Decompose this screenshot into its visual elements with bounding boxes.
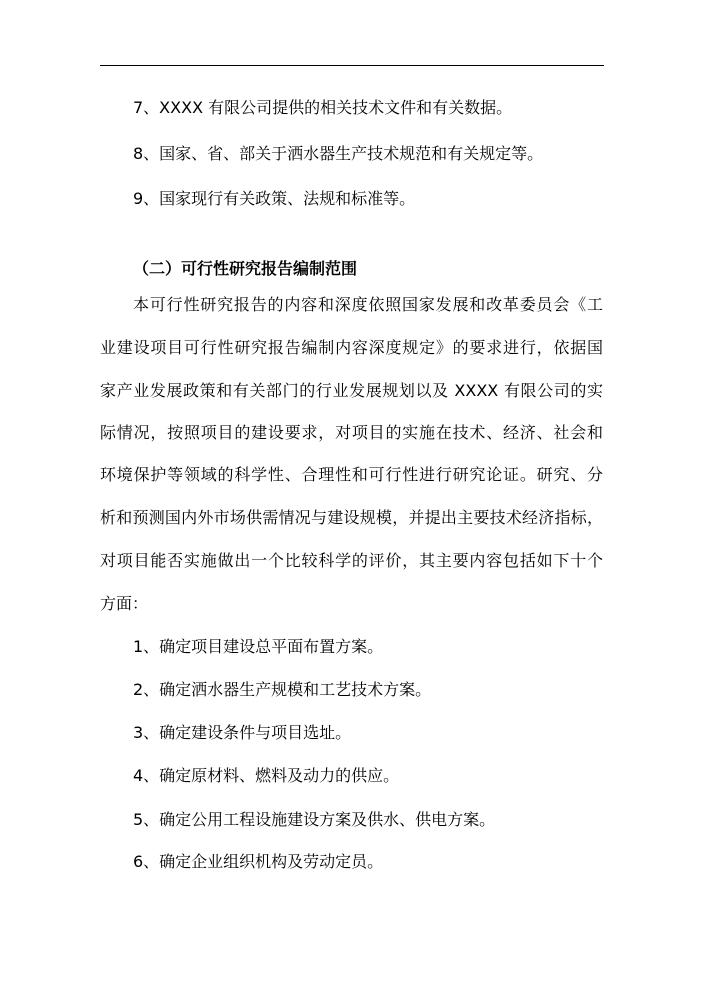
- section-heading: （二）可行性研究报告编制范围: [133, 259, 358, 278]
- header-rule: [100, 65, 604, 66]
- scope-item-4: 4、确定原材料、燃料及动力的供应。: [133, 766, 400, 785]
- basis-item-7: 7、XXXX 有限公司提供的相关技术文件和有关数据。: [133, 98, 513, 117]
- scope-item-6: 6、确定企业组织机构及劳动定员。: [133, 852, 384, 871]
- paragraph-line: 本可行性研究报告的内容和深度依照国家发展和改革委员会《工: [133, 295, 603, 314]
- paragraph-line: 析和预测国内外市场供需情况与建设规模，并提出主要技术经济指标，: [100, 508, 603, 527]
- paragraph-line: 方面：: [100, 594, 149, 613]
- paragraph-line: 际情况，按照项目的建设要求，对项目的实施在技术、经济、社会和: [100, 423, 603, 442]
- paragraph-line: 业建设项目可行性研究报告编制内容深度规定》的要求进行，依据国: [100, 338, 603, 357]
- basis-item-8: 8、国家、省、部关于洒水器生产技术规范和有关规定等。: [133, 144, 544, 163]
- scope-item-2: 2、确定洒水器生产规模和工艺技术方案。: [133, 680, 432, 699]
- scope-item-1: 1、确定项目建设总平面布置方案。: [133, 637, 384, 656]
- paragraph-line: 环境保护等领域的科学性、合理性和可行性进行研究论证。研究、分: [100, 465, 603, 484]
- paragraph-line: 家产业发展政策和有关部门的行业发展规划以及 XXXX 有限公司的实: [100, 381, 603, 400]
- basis-item-9: 9、国家现行有关政策、法规和标准等。: [133, 189, 416, 208]
- scope-item-3: 3、确定建设条件与项目选址。: [133, 723, 352, 742]
- paragraph-line: 对项目能否实施做出一个比较科学的评价，其主要内容包括如下十个: [100, 551, 603, 570]
- scope-item-5: 5、确定公用工程设施建设方案及供水、供电方案。: [133, 810, 496, 829]
